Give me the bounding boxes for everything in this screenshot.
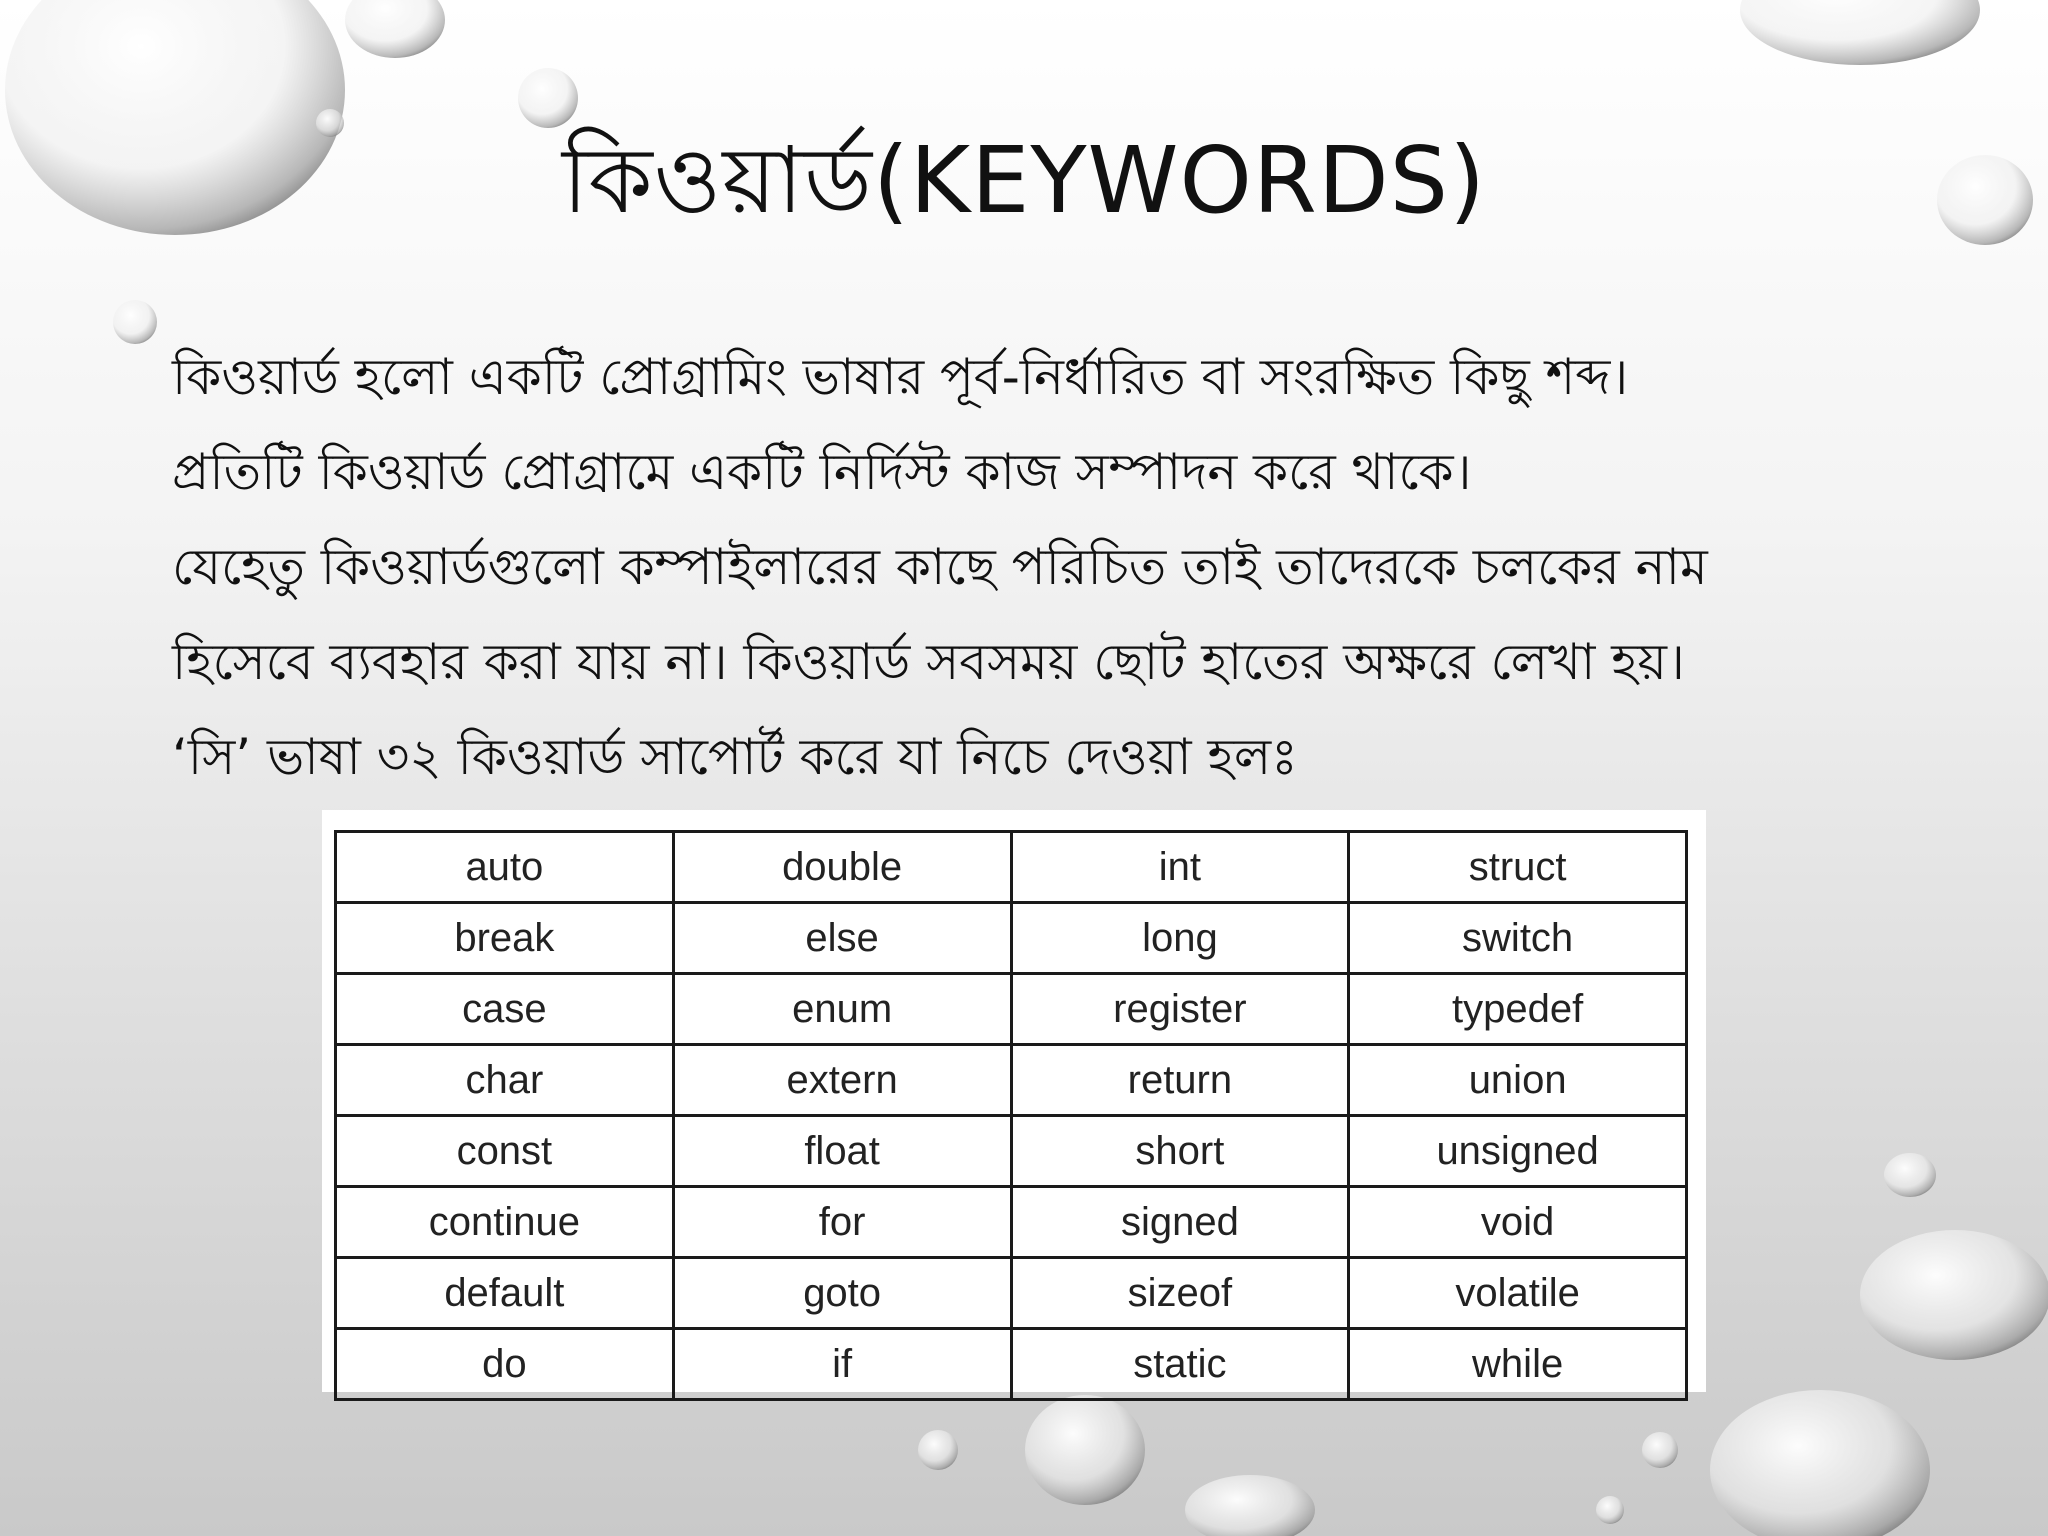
table-cell: return	[1011, 1045, 1349, 1116]
water-drop	[1740, 0, 1980, 65]
water-drop	[1860, 1230, 2048, 1360]
table-row	[336, 974, 1687, 1045]
table-cell: const	[336, 1116, 674, 1187]
table-cell: enum	[673, 974, 1011, 1045]
table-cell: union	[1349, 1045, 1687, 1116]
water-drop	[518, 68, 578, 128]
table-cell: int	[1011, 832, 1349, 903]
table-cell: case	[336, 974, 674, 1045]
table-cell: sizeof	[1011, 1258, 1349, 1329]
table-cell: double	[673, 832, 1011, 903]
keywords-table-image	[322, 810, 1706, 1392]
table-row	[336, 832, 1687, 903]
table-cell: do	[336, 1329, 674, 1400]
table-row	[336, 1258, 1687, 1329]
water-drop	[1596, 1496, 1624, 1524]
table-row	[336, 1187, 1687, 1258]
table-cell: goto	[673, 1258, 1011, 1329]
table-row	[336, 1329, 1687, 1400]
water-drop	[113, 300, 157, 344]
paragraph-line: যেহেতু কিওয়ার্ডগুলো কম্পাইলারের কাছে পরিচিত তাই তাদেরকে চলকের নাম	[172, 538, 1708, 596]
table-cell: auto	[336, 832, 674, 903]
table-cell: void	[1349, 1187, 1687, 1258]
table-row	[336, 1116, 1687, 1187]
table-cell: continue	[336, 1187, 674, 1258]
paragraph-line: প্রতিটি কিওয়ার্ড প্রোগ্রামে একটি নির্দিস্ট কাজ সম্পাদন করে থাকে।	[172, 443, 1472, 501]
paragraph-line: কিওয়ার্ড হলো একটি প্রোগ্রামিং ভাষার পূর্ব-নির্ধারিত বা সংরক্ষিত কিছু শব্দ।	[172, 348, 1629, 406]
slide-body-text	[172, 330, 1872, 805]
table-cell: extern	[673, 1045, 1011, 1116]
slide-title: কিওয়ার্ড(KEYWORDS)	[562, 127, 1486, 234]
water-drop	[918, 1430, 958, 1470]
water-drop	[1025, 1395, 1145, 1505]
table-cell: signed	[1011, 1187, 1349, 1258]
table-row	[336, 903, 1687, 974]
table-cell: if	[673, 1329, 1011, 1400]
table-cell: default	[336, 1258, 674, 1329]
water-drop	[1642, 1432, 1678, 1468]
table-cell: struct	[1349, 832, 1687, 903]
paragraph-line: ‘সি’ ভাষা ৩২ কিওয়ার্ড সাপোর্ট করে যা নিচে দেওয়া হলঃ	[172, 728, 1298, 786]
table-cell: while	[1349, 1329, 1687, 1400]
water-drop	[1185, 1475, 1315, 1536]
table-cell: float	[673, 1116, 1011, 1187]
water-drop	[1710, 1390, 1930, 1536]
table-cell: static	[1011, 1329, 1349, 1400]
table-cell: unsigned	[1349, 1116, 1687, 1187]
paragraph-line: হিসেবে ব্যবহার করা যায় না। কিওয়ার্ড সবসময় ছোট হাতের অক্ষরে লেখা হয়।	[172, 633, 1685, 691]
water-drop	[345, 0, 445, 58]
table-cell: else	[673, 903, 1011, 974]
table-cell: long	[1011, 903, 1349, 974]
table-cell: register	[1011, 974, 1349, 1045]
table-cell: typedef	[1349, 974, 1687, 1045]
table-cell: char	[336, 1045, 674, 1116]
table-row	[336, 1045, 1687, 1116]
table-cell: short	[1011, 1116, 1349, 1187]
table-cell: for	[673, 1187, 1011, 1258]
water-drop	[1884, 1153, 1936, 1197]
keywords-table	[334, 830, 1688, 1401]
table-cell: switch	[1349, 903, 1687, 974]
table-cell: break	[336, 903, 674, 974]
table-cell: volatile	[1349, 1258, 1687, 1329]
